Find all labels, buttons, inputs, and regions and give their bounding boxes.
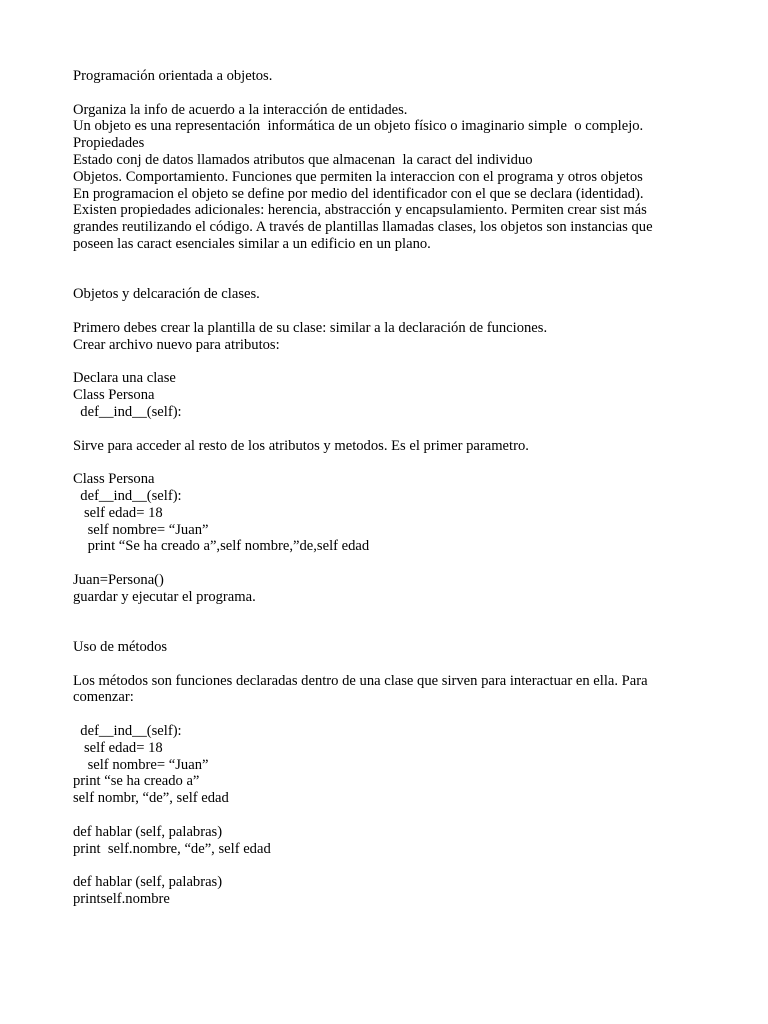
blank-line	[73, 706, 713, 723]
text-line: print self.nombre, “de”, self edad	[73, 840, 271, 857]
blank-line	[73, 270, 713, 287]
text-line: printself.nombre	[73, 891, 170, 908]
text-line: def__ind__(self):	[73, 403, 182, 420]
text-line: Primero debes crear la plantilla de su clase: similar a la declaración de funciones.	[73, 319, 548, 336]
text-line: def hablar (self, palabras)	[73, 823, 223, 840]
blank-line	[73, 807, 713, 824]
text-line: Estado conj de datos llamados atributos que almacenan la caract del individuo	[73, 151, 533, 168]
text-line: self edad= 18	[73, 739, 163, 756]
blank-line	[73, 656, 713, 673]
blank-line	[73, 454, 713, 471]
text-line: guardar y ejecutar el programa.	[73, 588, 256, 605]
text-line: Class Persona	[73, 471, 155, 488]
text-line: self nombre= “Juan”	[73, 521, 209, 538]
text-line: Declara una clase	[73, 370, 176, 387]
text-line: En programacion el objeto se define por medio del identificador con el que se declara (identidad).	[73, 185, 644, 202]
text-line: self edad= 18	[73, 504, 163, 521]
text-line: Objetos. Comportamiento. Funciones que permiten la interaccion con el programa y otros objetos	[73, 168, 643, 185]
blank-line	[73, 606, 713, 623]
blank-line	[73, 253, 713, 270]
document-body	[73, 68, 713, 908]
text-line: Uso de métodos	[73, 639, 168, 656]
text-line: Sirve para acceder al resto de los atributos y metodos. Es el primer parametro.	[73, 437, 529, 454]
text-line: Objetos y delcaración de clases.	[73, 286, 260, 303]
text-line: Crear archivo nuevo para atributos:	[73, 336, 280, 353]
text-line: def__ind__(self):	[73, 723, 182, 740]
text-line: def__ind__(self):	[73, 487, 182, 504]
text-line: grandes reutilizando el código. A través de plantillas llamadas clases, los objetos son instancias que	[73, 219, 653, 236]
blank-line	[73, 85, 713, 102]
text-line: self nombre= “Juan”	[73, 756, 209, 773]
text-line: comenzar:	[73, 689, 134, 706]
text-line: Existen propiedades adicionales: herencia, abstracción y encapsulamiento. Permiten crear sist más	[73, 202, 647, 219]
text-line: Juan=Persona()	[73, 571, 164, 588]
blank-line	[73, 421, 713, 438]
text-line: self nombr, “de”, self edad	[73, 790, 229, 807]
text-line: Class Persona	[73, 387, 155, 404]
text-line: Propiedades	[73, 135, 145, 152]
text-line: print “Se ha creado a”,self nombre,”de,self edad	[73, 538, 370, 555]
blank-line	[73, 354, 713, 371]
blank-line	[73, 303, 713, 320]
text-line: def hablar (self, palabras)	[73, 874, 223, 891]
text-line: poseen las caract esenciales similar a un edificio en un plano.	[73, 235, 431, 252]
text-line: Organiza la info de acuerdo a la interacción de entidades.	[73, 101, 408, 118]
text-line: Programación orientada a objetos.	[73, 68, 273, 84]
blank-line	[73, 857, 713, 874]
blank-line	[73, 622, 713, 639]
text-line: print “se ha creado a”	[73, 773, 200, 790]
text-line: Los métodos son funciones declaradas dentro de una clase que sirven para interactuar en ella. Para	[73, 672, 648, 689]
blank-line	[73, 555, 713, 572]
text-line: Un objeto es una representación informática de un objeto físico o imaginario simple o complejo.	[73, 118, 644, 135]
